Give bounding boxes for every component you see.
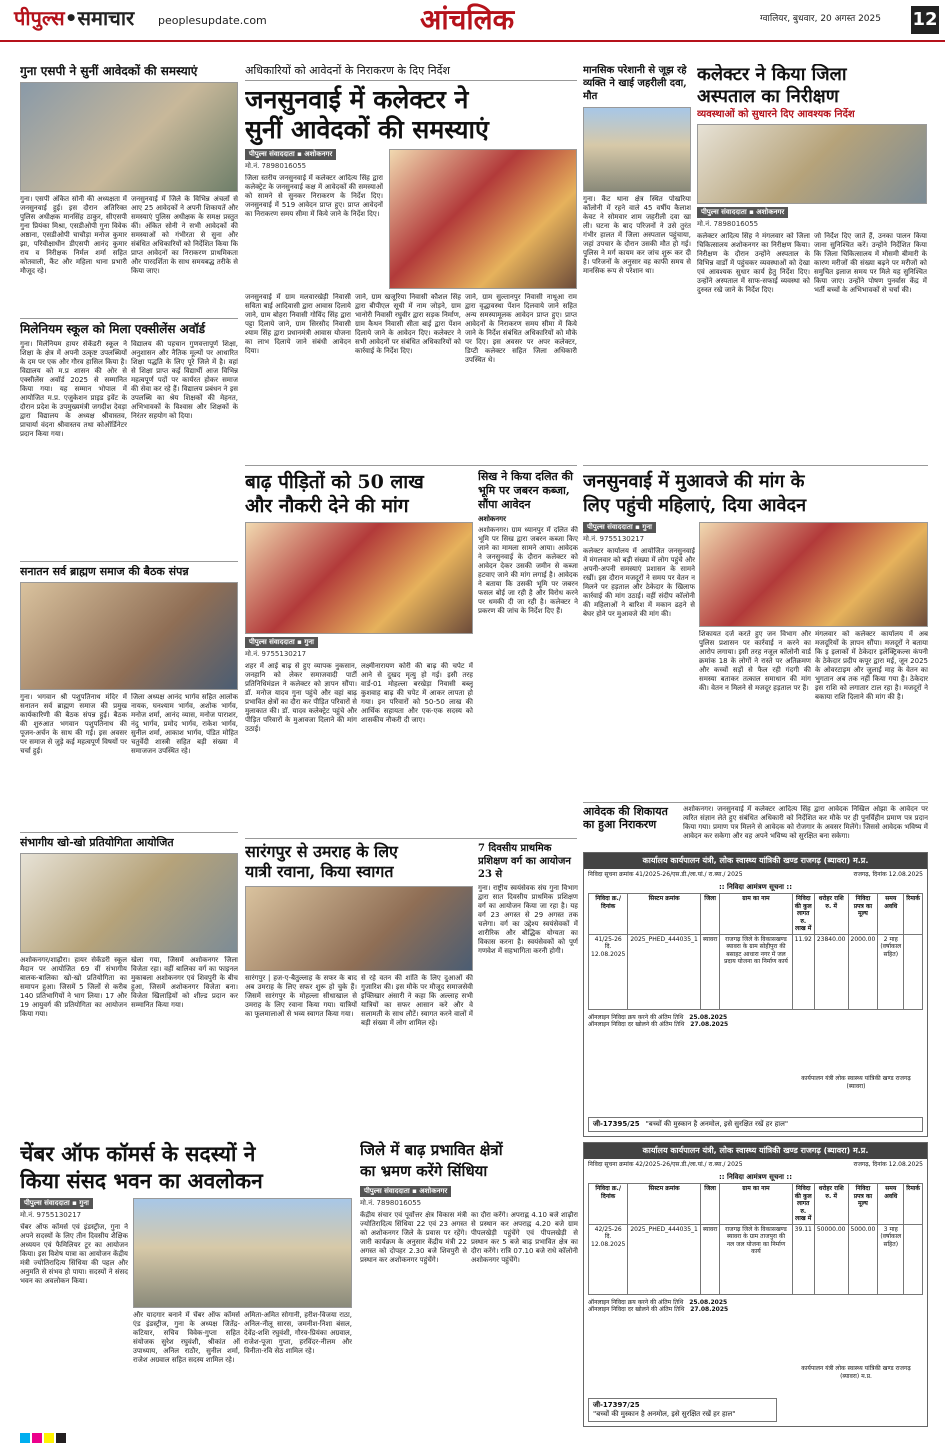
table-header: धरोहर राशि रु. में [814, 1184, 848, 1225]
body-col2: जनसुनवाई में जिले के विभिन्न अंचलों से आए 25 आवेदकों ने अपनी शिकायतें और समस्याएं पुलिस अधीक्षक के समक्ष प्रस्तुत कीं। अंकित सोनी ने सभी आवेदकों की समस्याओं को गंभीरता से सुना और संबंधित अधिकारियों को निर्देशित किया कि प्राप्त आवेदनों का निराकरण प्राथमिकता और पारदर्शिता के साथ समयबद्ध तरीके से किया जाए। [131, 195, 238, 275]
table-header: निविदा प्रपत्र का मूल्य [848, 894, 878, 935]
body-col1: चेंबर ऑफ कॉमर्स एवं इंडस्ट्रीज, गुना ने अपने सदस्यों के लिए तीन दिवसीय शैक्षिक अध्ययन एवं फैमिलियर टूर का आयोजन किया। इस विशेष यात्रा का आयोजन केंद्रीय मंत्री ज्योतिरादित्य सिंधिया की पहल और अनुमति से संभव हो पाया। सदस्यों ने संसद भवन का अवलोकन किया। [20, 1222, 128, 1285]
tender-slogan: "बच्चों की मुस्कान है अनमोल, इसे सुरक्षित रखें हर हाल" [593, 1410, 736, 1419]
table-header: निविदा की कुल लागत रु. लाख में [792, 894, 814, 935]
logo-part2: समाचार [77, 6, 135, 30]
date-value: 27.08.2025 [690, 1021, 729, 1029]
body-col2: जनसुनवाई में ग्राम मलवारखेड़ी निवासी सविता बाई आदिवासी द्वारा आवास दिलाये जाने, ग्राम बोहरा निवासी गोविंद सिंह द्वारा पट्टा दिलाये जाने, ग्राम सिरसौद निवासी श्याम सिंह द्वारा प्रधानमंत्री आवास योजना का लाभ दिलाये जाने संबंधी आवेदन दिया। [245, 293, 351, 355]
story-hospital [697, 64, 927, 459]
body-col1: गुना। एसपी अंकित सोनी की अध्यक्षता में जनसुनवाई हुई। इस दौरान अतिरिक्त पुलिस अधीक्षक मानसिंह ठाकुर, सीएसपी गुना प्रियंका मिश्रा, एसडीओपी गुना विवेक अष्ठाना, एसडीओपी चाचौड़ा मनोज कुमार झा, परिवीक्षाधीन डीएसपी आनंद कुमार राय व निरीक्षक निर्मल शर्मा सहित कोतवाली, कैंट और महिला थाना प्रभारी मौजूद रहे। [20, 195, 127, 275]
mobile-number: मो.नं. 7898016055 [360, 1198, 422, 1207]
story-brahmin-samaj [20, 565, 238, 830]
byline-place: अशोकनगर [756, 208, 785, 216]
body-col4: जाने, ग्राम सुल्तानपुर निवासी नाथूआ राम द्वारा वृद्धावस्था पेंशन दिलवाये जाने सहित अन्य समस्यामूलक आवेदन प्राप्त हुए। प्राप्त आवेदनों के निराकरण समय सीमा में किये जाने के निर्देश संबंधित अधिकारियों को मौके पर दिए। इस अवसर पर अपर कलेक्टर, डिप्टी कलेक्टर सहित जिला अधिकारी उपस्थित थे। [465, 293, 577, 364]
divider [583, 802, 928, 803]
table-header: धरोहर राशि रु. में [814, 894, 848, 935]
tender-date-row [588, 1021, 923, 1029]
logo-part1: पीपुल्स [14, 6, 65, 30]
table-cell: 50000.00 [814, 1224, 848, 1294]
table-cell: 39.11 [792, 1224, 814, 1294]
byline: पीपुल्स संवाददाता ▪ अशोकनगर [697, 207, 788, 218]
byline-name: पीपुल्स संवाददाता [249, 638, 295, 646]
headline-line2: और नौकरी देने की मांग [245, 495, 409, 517]
logo-separator: • [64, 6, 78, 30]
table-row [589, 934, 923, 1009]
black-swatch [56, 1433, 66, 1443]
tender-signature: कार्यपालन यंत्री लोक स्वास्थ्य यांत्रिकी खण्ड राजगढ़ (ब्यावरा) म.प्र. [801, 1365, 911, 1380]
table-header: निविदा क्र./ दिनांक [589, 1184, 628, 1225]
body: गुना। कैंट थाना क्षेत्र स्थित पोखरिया कॉलोनी में रहने वाले 45 वर्षीय कैलाश केवट ने सोमवार शाम जहरीली दवा खा ली। घटना के बाद परिजनों ने उसे तुरंत गंभीर हालत में जिला अस्पताल पहुंचाया, जहां उपचार के दौरान उसकी मौत हो गई। पुलिस ने मर्ग कायम कर जांच शुरू कर दी है। परिजनों के अनुसार वह काफी समय से मानसिक रूप से परेशान था। [583, 195, 691, 275]
table-row [589, 1224, 923, 1294]
table-cell: 2 माह (वर्षाकाल सहित) [878, 934, 904, 1009]
table-cell: 41/25-26 दि. 12.08.2025 [589, 934, 628, 1009]
headline-line2: किया संसद भवन का अवलोकन [20, 1168, 263, 1193]
date-label: ऑनलाइन निविदा दर खोलने की अंतिम तिथि [588, 1306, 685, 1314]
byline: पीपुल्स संवाददाता ▪ गुना [20, 1198, 93, 1209]
byline: पीपुल्स संवाददाता ▪ गुना [583, 522, 656, 533]
subheadline: व्यवस्थाओं को सुधारने दिए आवश्यक निर्देश [697, 109, 855, 120]
photo [697, 124, 927, 204]
date-label: ऑनलाइन निविदा दर खोलने की अंतिम तिथि [588, 1021, 685, 1029]
byline-place: अशोकनगर [478, 515, 506, 523]
tender-subtitle: :: निविदा आमंत्रण सूचना :: [718, 882, 793, 891]
body-col2: और यादगार बनाने में चेंबर ऑफ कॉमर्स एंड इंडस्ट्रीज, गुना के अध्यक्ष जितेंद्र-कटियार, सचिव विवेक-गुप्ता सहित संयोजक सुरेश रघुवंशी, श्रीकांत ऑ उपाध्याय, अनिल राठौर, सुनील शर्मा, राजेश अग्रवाल सहित सदस्य शामिल रहे। [133, 1311, 240, 1364]
byline-place: गुना [79, 1199, 89, 1207]
mobile-number: मो.नं. 7898016055 [245, 161, 307, 170]
table-cell: 42/25-26 दि. 12.08.2025 [589, 1224, 628, 1294]
headline-line2: लिए पहुंची महिलाएं, दिया आवेदन [583, 495, 807, 516]
headline-line1: जिले में बाढ़ प्रभावित क्षेत्रों [360, 1141, 503, 1159]
table-cell: 2025_PHED_444035_1 [628, 934, 701, 1009]
tender-subtitle: :: निविदा आमंत्रण सूचना :: [718, 1172, 793, 1181]
tender-table [588, 893, 923, 1010]
byline-place: अशोकनगर [304, 150, 333, 158]
headline: सिख ने किया दलित की भूमि पर जबरन कब्जा, सौंपा आवेदन [478, 470, 573, 511]
byline-name: पीपुल्स संवाददाता [249, 150, 295, 158]
divider [245, 465, 577, 466]
body-col2: लक्ष्मीनारायण कोरी की बाढ़ की चपेट में आने से दुखद मृत्यु हो गई। इसी तरह वार्ड-01 मोहल्ला बरखेड़ा निवासी बब्लू कुशवाह बाढ़ की चपेट में आकर लापता हो गया। इन परिवारों को 50-50 लाख की आर्थिक सहायता और एक-एक सदस्य को शासकीय नौकरी दी जाए। [361, 661, 473, 724]
date-label: ऑनलाइन निविदा क्रय करने की अंतिम तिथि [588, 1013, 684, 1021]
body-col2: से रहे वतन की शांति के लिए दुआओं की गुजारिश की। इस मौके पर मौजूद समाजसेवी इफ्तिखार अंसारी ने कहा कि अल्लाह सभी यात्रियों का सफर आसान करे और वे सलामती के साथ लौटें। स्वागत करने वालों में बड़ी संख्या में लोग शामिल रहे। [361, 974, 473, 1027]
date-value: 25.08.2025 [689, 1013, 728, 1021]
story-sp-hearing [20, 64, 238, 317]
story-kho-kho [20, 836, 238, 1126]
headline: आवेदक की शिकायत का हुआ निराकरण [583, 805, 668, 831]
table-cell: ब्यावरा [700, 1224, 719, 1294]
byline: पीपुल्स संवाददाता ▪ गुना [245, 637, 318, 648]
divider [245, 838, 577, 839]
body-col3: जाने, ग्राम खजूरिया निवासी कौशल सिंह द्वारा बीपीएल सूची में नाम जोड़ने, ग्राम भानोरी निवासी रघुवीर द्वारा सड़क निर्माण, ग्राम कैथन निवासी सीता बाई द्वारा पेंशन दिलाये जाने के आवेदन दिए। कलेक्टर ने सभी आवेदनों पर संबंधित अधिकारियों को कार्रवाई के निर्देश दिए। [355, 293, 461, 355]
byline-name: पीपुल्स संवाददाता [701, 208, 747, 216]
table-header: ग्राम का नाम [720, 894, 792, 935]
table-cell: 5000.00 [848, 1224, 878, 1294]
table-cell [904, 934, 923, 1009]
tender-date: राजगढ़, दिनांक 12.08.2025 [853, 1161, 923, 1168]
body-col2: खेला गया, जिसमें अशोकनगर जिला विजेता रहा। वहीं बालिका वर्ग का फाइनल मुकाबला अशोकनगर एवं शिवपुरी के बीच हुआ, जिसमें अशोकनगर विजेता बना। विजेता खिलाड़ियों को शील्ड प्रदान कर सम्मानित किया गया। [131, 956, 238, 1009]
headline-line1: बाढ़ पीड़ितों को 50 लाख [245, 471, 424, 493]
tender-date: राजगढ़, दिनांक 12.08.2025 [853, 871, 923, 878]
table-header: निविदा की कुल लागत रु. लाख में [792, 1184, 814, 1225]
table-header: जिला [700, 1184, 719, 1225]
table-cell: 11.92 [792, 934, 814, 1009]
dateline: ग्वालियर, बुधवार, 20 अगस्त 2025 [760, 14, 881, 24]
headline: 7 दिवसीय प्राथमिक प्रशिक्षण वर्ग का आयोजन 23 से [478, 843, 571, 880]
body-col1: कलेक्टर कार्यालय में आयोजित जनसुनवाई में मंगलवार को बड़ी संख्या में लोग पहुंचे और अपनी-अपनी समस्याएं प्रशासन के सामने रखीं। इस दौरान मजदूरों ने समय पर वेतन न मिलने पर हड़ताल और ठेकेदार के खिलाफ कार्रवाई की मांग उठाई। वहीं संदीप कॉलोनी की महिलाओं ने बारिश में मकान ढहने से बेघर होने पर मुआवजे की मांग की। [583, 546, 695, 618]
tender-title: कार्यालय कार्यपालन यंत्री, लोक स्वास्थ्य यांत्रिकी खण्ड राजगढ़ (ब्यावरा) म.प्र. [584, 1143, 927, 1159]
body-col1: शहर में आई बाढ़ से हुए व्यापक नुकसान, जनहानि को लेकर समाजवादी पार्टी प्रतिनिधिमंडल ने कलेक्टर को ज्ञापन सौंपा। डॉ. मनोज यादव गुना पहुंचे और वहां बाढ़ प्रभावित क्षेत्रों का दौरा कर पीड़ित परिवारों से मुलाकात की। डॉ. यादव कलेक्ट्रेट पहुंचे और पीड़ित परिवारों के मुआवजा दिलाने की मांग उठाई। [245, 661, 357, 733]
byline-name: पीपुल्स संवाददाता [587, 523, 633, 531]
byline-place: गुना [304, 638, 314, 646]
body-col3: मंगलवार को कलेक्टर कार्यालय में अब मजदूरियों के ज्ञापन सौंपा। मजदूरों ने बताया कि इ इलाकों में ठेकेदार इलेक्ट्रिकल्स कंपनी के ठेकेदार प्रदीप कपूर द्वारा मई, जून 2025 के ओवरटाइम और जुलाई माह के वेतन का भुगतान अब तक नहीं किया गया है। ठेकेदार इस राशि को लगातार टाल रहा है। मजदूरों ने बकाया राशि दिलाने की मांग की है। [815, 630, 928, 701]
tender-table [588, 1183, 923, 1295]
divider [583, 465, 928, 466]
tender-table-header [589, 1184, 923, 1225]
body-col1: गुना। मिलेनियम हायर सेकेंडरी स्कूल ने शिक्षा के क्षेत्र में अपनी उत्कृष्ट उपलब्धियों के दम पर एक और गौरव हासिल किया है। विद्यालय को म.प्र शासन की ओर से एक्सीलेंस अवॉर्ड 2025 से सम्मानित किया गया। यह सम्मान भोपाल में आयोजित म.प्र. एजुकेशन प्राइड इवेंट के दौरान प्रदेश के उपमुख्यमंत्री जगदीश देवड़ा द्वारा विद्यालय के अध्यक्ष श्रीवास्तव, प्राचार्या वंदना श्रीवास्तव तथा कोऑर्डिनेटर प्रदान किया गया। [20, 340, 127, 438]
magenta-swatch [32, 1433, 42, 1443]
photo [245, 886, 473, 971]
story-scindia [360, 1140, 578, 1430]
table-header: सिस्टम क्रमांक [628, 1184, 701, 1225]
byline-name: पीपुल्स संवाददाता [24, 1199, 70, 1207]
body-col1: कलेक्टर आदित्य सिंह ने मंगलवार को जिला चिकित्सालय अशोकनगर का निरीक्षण किया। निरीक्षण के दौरान उन्होंने अस्पताल के विभिन्न वार्डों में पहुंचकर व्यवस्थाओं को देखा एवं आवश्यक सुधार कार्य हेतु निर्देश दिए। उन्होंने अस्पताल में साफ-सफाई व्यवस्था को दुरुस्त रखे जाने के निर्देश दिए। [697, 231, 810, 294]
divider [20, 318, 238, 319]
table-header: रिमार्क [904, 1184, 923, 1225]
story-umrah [245, 842, 473, 1127]
tender-table-header [589, 894, 923, 935]
headline: मानसिक परेशानी से जूझ रहे व्यक्ति ने खाई जहरीली दवा, मौत [583, 65, 687, 102]
body-col1: जिला स्तरीय जनसुनवाई में कलेक्टर आदित्य सिंह द्वारा कलेक्ट्रेट के जनसुनवाई कक्ष में आवेदकों की समस्याओं को सामने से सुनकर निराकरण के निर्देश दिए। जनसुनवाई में 519 आवेदन प्राप्त हुए। प्राप्त आवेदनों का निराकरण समय सीमा में किये जाने के निर्देश दिए। [245, 173, 383, 218]
divider [20, 832, 238, 833]
masthead [0, 0, 945, 42]
lead-story [245, 64, 577, 459]
tender-code: जी-17397/25 [593, 1400, 640, 1409]
divider [20, 561, 238, 562]
body-col1: केंद्रीय संचार एवं पूर्वोत्तर क्षेत्र विकास मंत्री ज्योतिरादित्य सिंधिया 22 एवं 23 अगस्त को अशोकनगर जिले के प्रवास पर रहेंगे। जारी कार्यक्रम के अनुसार केंद्रीय मंत्री 22 अगस्त को दोपहर 2.30 बजे शिवपुरी से प्रस्थान कर अशोकनगर पहुंचेंगे। [360, 1210, 467, 1264]
body-col1: अशोकनगर/शाढ़ौरा। हायर सेकेंडरी स्कूल मैदान पर आयोजित 69 वीं संभागीय बालक-बालिका खो-खो प्रतियोगिता का समापन हुआ। जिसमें 5 जिलों से करीब 140 प्रतिभागियों ने भाग लिया। 17 और 19 आयुवर्ग की प्रतियोगिता का आयोजन किया गया। [20, 956, 127, 1018]
page-number: 12 [911, 6, 939, 34]
section-title: आंचलिक [420, 3, 515, 36]
headline-line1: जनसुनवाई में कलेक्टर ने [245, 85, 469, 114]
table-cell: 2025_PHED_444035_1 [628, 1224, 701, 1294]
photo [699, 522, 928, 627]
tender-notice-1 [583, 852, 928, 1137]
story-chamber [20, 1140, 352, 1430]
body-col2: जिला अध्यक्ष आनंद भार्गव सहित आलोक नायक, घनश्याम भार्गव, अशोक भार्गव, मनोज शर्मा, आनंद व्यास, मनोज पाराशर, नंदु भार्गव, प्रमोद भार्गव, राकेश भार्गव, सुनील शर्मा, आकाश भार्गव, पंडित मोहित चतुर्वेदी शास्त्री सहित बड़ी संख्या में समाजजन उपस्थित रहे। [131, 693, 238, 755]
headline: संभागीय खो-खो प्रतियोगिता आयोजित [20, 836, 174, 849]
date-value: 25.08.2025 [689, 1298, 728, 1306]
body-col2: जो निर्देश दिए जाते हैं, उनका पालन किया जाना सुनिश्चित करें। उन्होंने निर्देशित किया कि जिला चिकित्सालय में मौसमी बीमारी के कारण मरीजों की संख्या बढ़ने पर मरीजों को समुचित इलाज समय पर मिले यह सुनिश्चित किया जाए। उन्होंने पोषण पुनर्वास केंद्र में भर्ती बच्चों के अभिभावकों से चर्चा की। [814, 231, 927, 294]
headline-line2: का भ्रमण करेंगे सिंधिया [360, 1162, 488, 1180]
body: अशोकनगर। जनसुनवाई में कलेक्टर आदित्य सिंह द्वारा आवेदक निखिल ओझा के आवेदन पर त्वरित संज्ञान लेते हुए संबंधित अधिकारी को निर्देशित कर मौके पर ही पुनर्विहीन प्रमाण पत्र प्रदान किया गया। प्रमाण पत्र मिलने से आवेदक को रोजगार के अवसर मिलेंगे। जिससे आवेदक भविष्य में आवेदन कर सकेगा और वह अपने भविष्य को सुरक्षित बना सकेगा। [683, 805, 928, 840]
tender-notice-2 [583, 1142, 928, 1427]
table-header: निविदा क्र./ दिनांक [589, 894, 628, 935]
date-value: 27.08.2025 [690, 1306, 729, 1314]
headline-line2: यात्री रवाना, किया स्वागत [245, 862, 394, 881]
story-land-grab [478, 470, 578, 835]
table-cell: राजगढ़ जिले के विकासखण्ड ब्यावरा के ग्राम सोहीपुरा की बसाहट आधारा नगर में जल प्रदाय योजना का निर्माण कार्य [720, 934, 792, 1009]
story-complaint [583, 805, 928, 847]
headline-line1: जनसुनवाई में मुआवजे की मांग के [583, 471, 805, 492]
table-header: समय अवधि [878, 1184, 904, 1225]
body-col2: विद्यालय की पहचान गुणवत्तापूर्ण शिक्षा, अनुशासन और नैतिक मूल्यों पर आधारित शिक्षा पद्धति के लिए पूरे जिले में है। वहां से शिक्षा प्राप्त कई विद्यार्थी आज विभिन्न महत्वपूर्ण पदों पर कार्यरत होकर समाज की सेवा कर रहे हैं। विद्यालय प्रबंधन ने इस उपलब्धि का श्रेय शिक्षकों की मेहनत, अभिभावकों के विश्वास और शिक्षकों के निरंतर सहयोग को दिया। [131, 340, 238, 420]
table-cell: 2000.00 [848, 934, 878, 1009]
headline-line1: चेंबर ऑफ कॉमर्स के सदस्यों ने [20, 1141, 256, 1166]
headline-line2: सुनीं आवेदकों की समस्याएं [245, 115, 489, 144]
mobile-number: मो.नं. 9755130217 [245, 649, 307, 658]
headline: सनातन सर्व ब्राह्मण समाज की बैठक संपन्न [20, 565, 189, 578]
photo [20, 82, 238, 192]
headline-line2: अस्पताल का निरीक्षण [697, 86, 839, 107]
byline-place: गुना [642, 523, 652, 531]
photo [583, 107, 691, 192]
kicker: अधिकारियों को आवेदनों के निराकरण के दिए निर्देश [245, 64, 577, 81]
table-header: जिला [700, 894, 719, 935]
table-cell [904, 1224, 923, 1294]
date-label: ऑनलाइन निविदा क्रय करने की अंतिम तिथि [588, 1298, 684, 1306]
body-col1: सारंगपुर | हज-ए-बैतुल्लाह के सफर के बाद अब उमराह के लिए सफर शुरू हो चुके हैं। जिसमें सारंगपुर के मोहल्ला सीधाखाल से उमराह के लिए रवाना किया गया। यात्रियों का फूलमालाओं से भव्य स्वागत किया गया। [245, 974, 357, 1018]
photo [245, 522, 473, 634]
story-mental-stress [583, 64, 691, 459]
body: गुना। राष्ट्रीय स्वयंसेवक संघ गुना विभाग द्वारा सात दिवसीय प्राथमिक प्रशिक्षण वर्ग का आयोजन किया जा रहा है। यह वर्ग 23 अगस्त से 29 अगस्त तक चलेगा। वर्ग का उद्देश्य स्वयंसेवकों में शारीरिक और बौद्धिक योग्यता का विकास करना है। स्वयंसेवकों को पूर्ण गणवेश में सहभागिता करनी होगी। [478, 884, 578, 955]
tender-date-row [588, 1306, 923, 1314]
byline: पीपुल्स संवाददाता ▪ अशोकनगर [360, 1186, 451, 1197]
lead-photo [389, 149, 577, 289]
story-millennium [20, 322, 238, 560]
table-header: सिस्टम क्रमांक [628, 894, 701, 935]
table-header: रिमार्क [904, 894, 923, 935]
table-cell: राजगढ़ जिले के विकासखण्ड ब्यावरा के ग्राम ताजपुरा की नल जल योजना का निर्माण कार्य [720, 1224, 792, 1294]
table-header: समय अवधि [878, 894, 904, 935]
headline-line1: कलेक्टर ने किया जिला [697, 64, 847, 85]
headline: मिलेनियम स्कूल को मिला एक्सीलेंस अवॉर्ड [20, 322, 206, 336]
mobile-number: मो.नं. 9755130217 [20, 1210, 82, 1219]
photo [20, 853, 238, 953]
tender-signature: कार्यपालन यंत्री लोक स्वास्थ्य यांत्रिकी खण्ड राजगढ़ (ब्यावरा) [801, 1075, 911, 1090]
cyan-swatch [20, 1433, 30, 1443]
body: अशोकनगर। ग्राम ध्यानपुर में दलित की भूमि पर सिख द्वारा जबरन कब्जा किए जाने का मामला सामने आया। आवेदक ने जनसुनवाई के दौरान कलेक्टर को आवेदन देकर उसकी जमीन से कब्जा हटवाए जाने की मांग लगाई है। आवेदक ने बताया कि उसकी भूमि पर जबरन फसल बोई जा रही है और विरोध करने पर धमकी दी जा रही है। कलेक्टर ने प्रकरण की जांच के निर्देश दिए हैं। [478, 525, 578, 615]
color-registration-marks [20, 1433, 200, 1443]
body-col2: शिकायत दर्ज करते हुए जन विभाग और पुलिस प्रशासन पर कार्रवाई न करने का आरोप लगाया। इसी तरह नजूल कॉलोनी वार्ड क्रमांक 18 के लोगों ने रास्ते पर अतिक्रमण और कच्चों सड़ों से फैल रही गंदगी की समस्या बताकर तत्काल समाधान की मांग की। वेतन न मिलने से मजदूर हड़ताल पर हैं। [699, 630, 811, 692]
table-cell: ब्यावरा [700, 934, 719, 1009]
story-compensation [583, 470, 928, 800]
photo [20, 582, 238, 690]
table-cell: 3 माह (वर्षाकाल सहित) [878, 1224, 904, 1294]
byline: पीपुल्स संवाददाता ▪ अशोकनगर [245, 149, 336, 160]
tender-code: जी-17395/25 [593, 1120, 640, 1129]
table-cell: 23840.00 [814, 934, 848, 1009]
headline-line1: सारंगपुर से उमराह के लिए [245, 842, 398, 861]
mobile-number: मो.नं. 9755130217 [583, 534, 645, 543]
table-header: निविदा प्रपत्र का मूल्य [848, 1184, 878, 1225]
tender-title: कार्यालय कार्यपालन यंत्री, लोक स्वास्थ्य यांत्रिकी खण्ड राजगढ़ (ब्यावरा) म.प्र. [584, 853, 927, 869]
website[interactable]: peoplesupdate.com [158, 14, 267, 27]
tender-notice-number: निविदा सूचना क्रमांक 42/2025-26/एस.डी./ला.यां./ रा.ब्या./ 2025 [588, 1161, 743, 1168]
newspaper-logo [14, 6, 134, 31]
tender-slogan: "बच्चों की मुस्कान है अनमोल, इसे सुरक्षित रखें हर हाल" [645, 1120, 789, 1129]
body-col3: अमिता-अमित सोगानी, हरीश-विजया राठा, अनिल-नीलू सारस, जमनीश-निशा बंसल, देवेंद्र-शशि रघुवंशी, गौरव-प्रियंका अग्रवाल, राजेश-पूजा गुप्ता, हरविंदर-नीलम और विनीता-रवि सेठ शामिल रहे। [244, 1311, 352, 1355]
yellow-swatch [44, 1433, 54, 1443]
story-training [478, 842, 578, 1127]
headline: गुना एसपी ने सुनीं आवेदकों की समस्याएं [20, 64, 198, 78]
body-col2: का दौरा करेंगे। अपराह्न 4.10 बजे शाढ़ौरा से प्रस्थान कर अपराह्न 4.20 बजे ग्राम पीपलखेड़ी पहुंचेंगे एवं पीपलखेड़ी से प्रस्थान कर 5 बजे बाढ़ प्रभावित क्षेत्र का दौरा करेंगे। रात्रि 07.10 बजे राधे कॉलोनी अशोकनगर पहुंचेंगे। [471, 1210, 578, 1264]
body-col1: गुना। भगवान श्री पशुपतिनाथ मंदिर में सनातन सर्व ब्राह्मण समाज की प्रमुख कार्यकारिणी की बैठक संपन्न हुई। बैठक की शुरुआत भगवान पशुपतिनाथ की पूजन-अर्चन के साथ की गई। इस अवसर पर समाज से जुड़े कई महत्वपूर्ण विषयों पर चर्चा हुई। [20, 693, 127, 755]
table-header: ग्राम का नाम [720, 1184, 792, 1225]
parliament-photo [133, 1198, 352, 1308]
story-flood-demand [245, 470, 473, 835]
tender-notice-number: निविदा सूचना क्रमांक 41/2025-26/एस.डी./ला.यां./ रा.ब्या./ 2025 [588, 871, 743, 878]
byline-place: अशोकनगर [419, 1187, 448, 1195]
byline-name: पीपुल्स संवाददाता [364, 1187, 410, 1195]
mobile-number: मो.नं. 7898016055 [697, 219, 759, 228]
